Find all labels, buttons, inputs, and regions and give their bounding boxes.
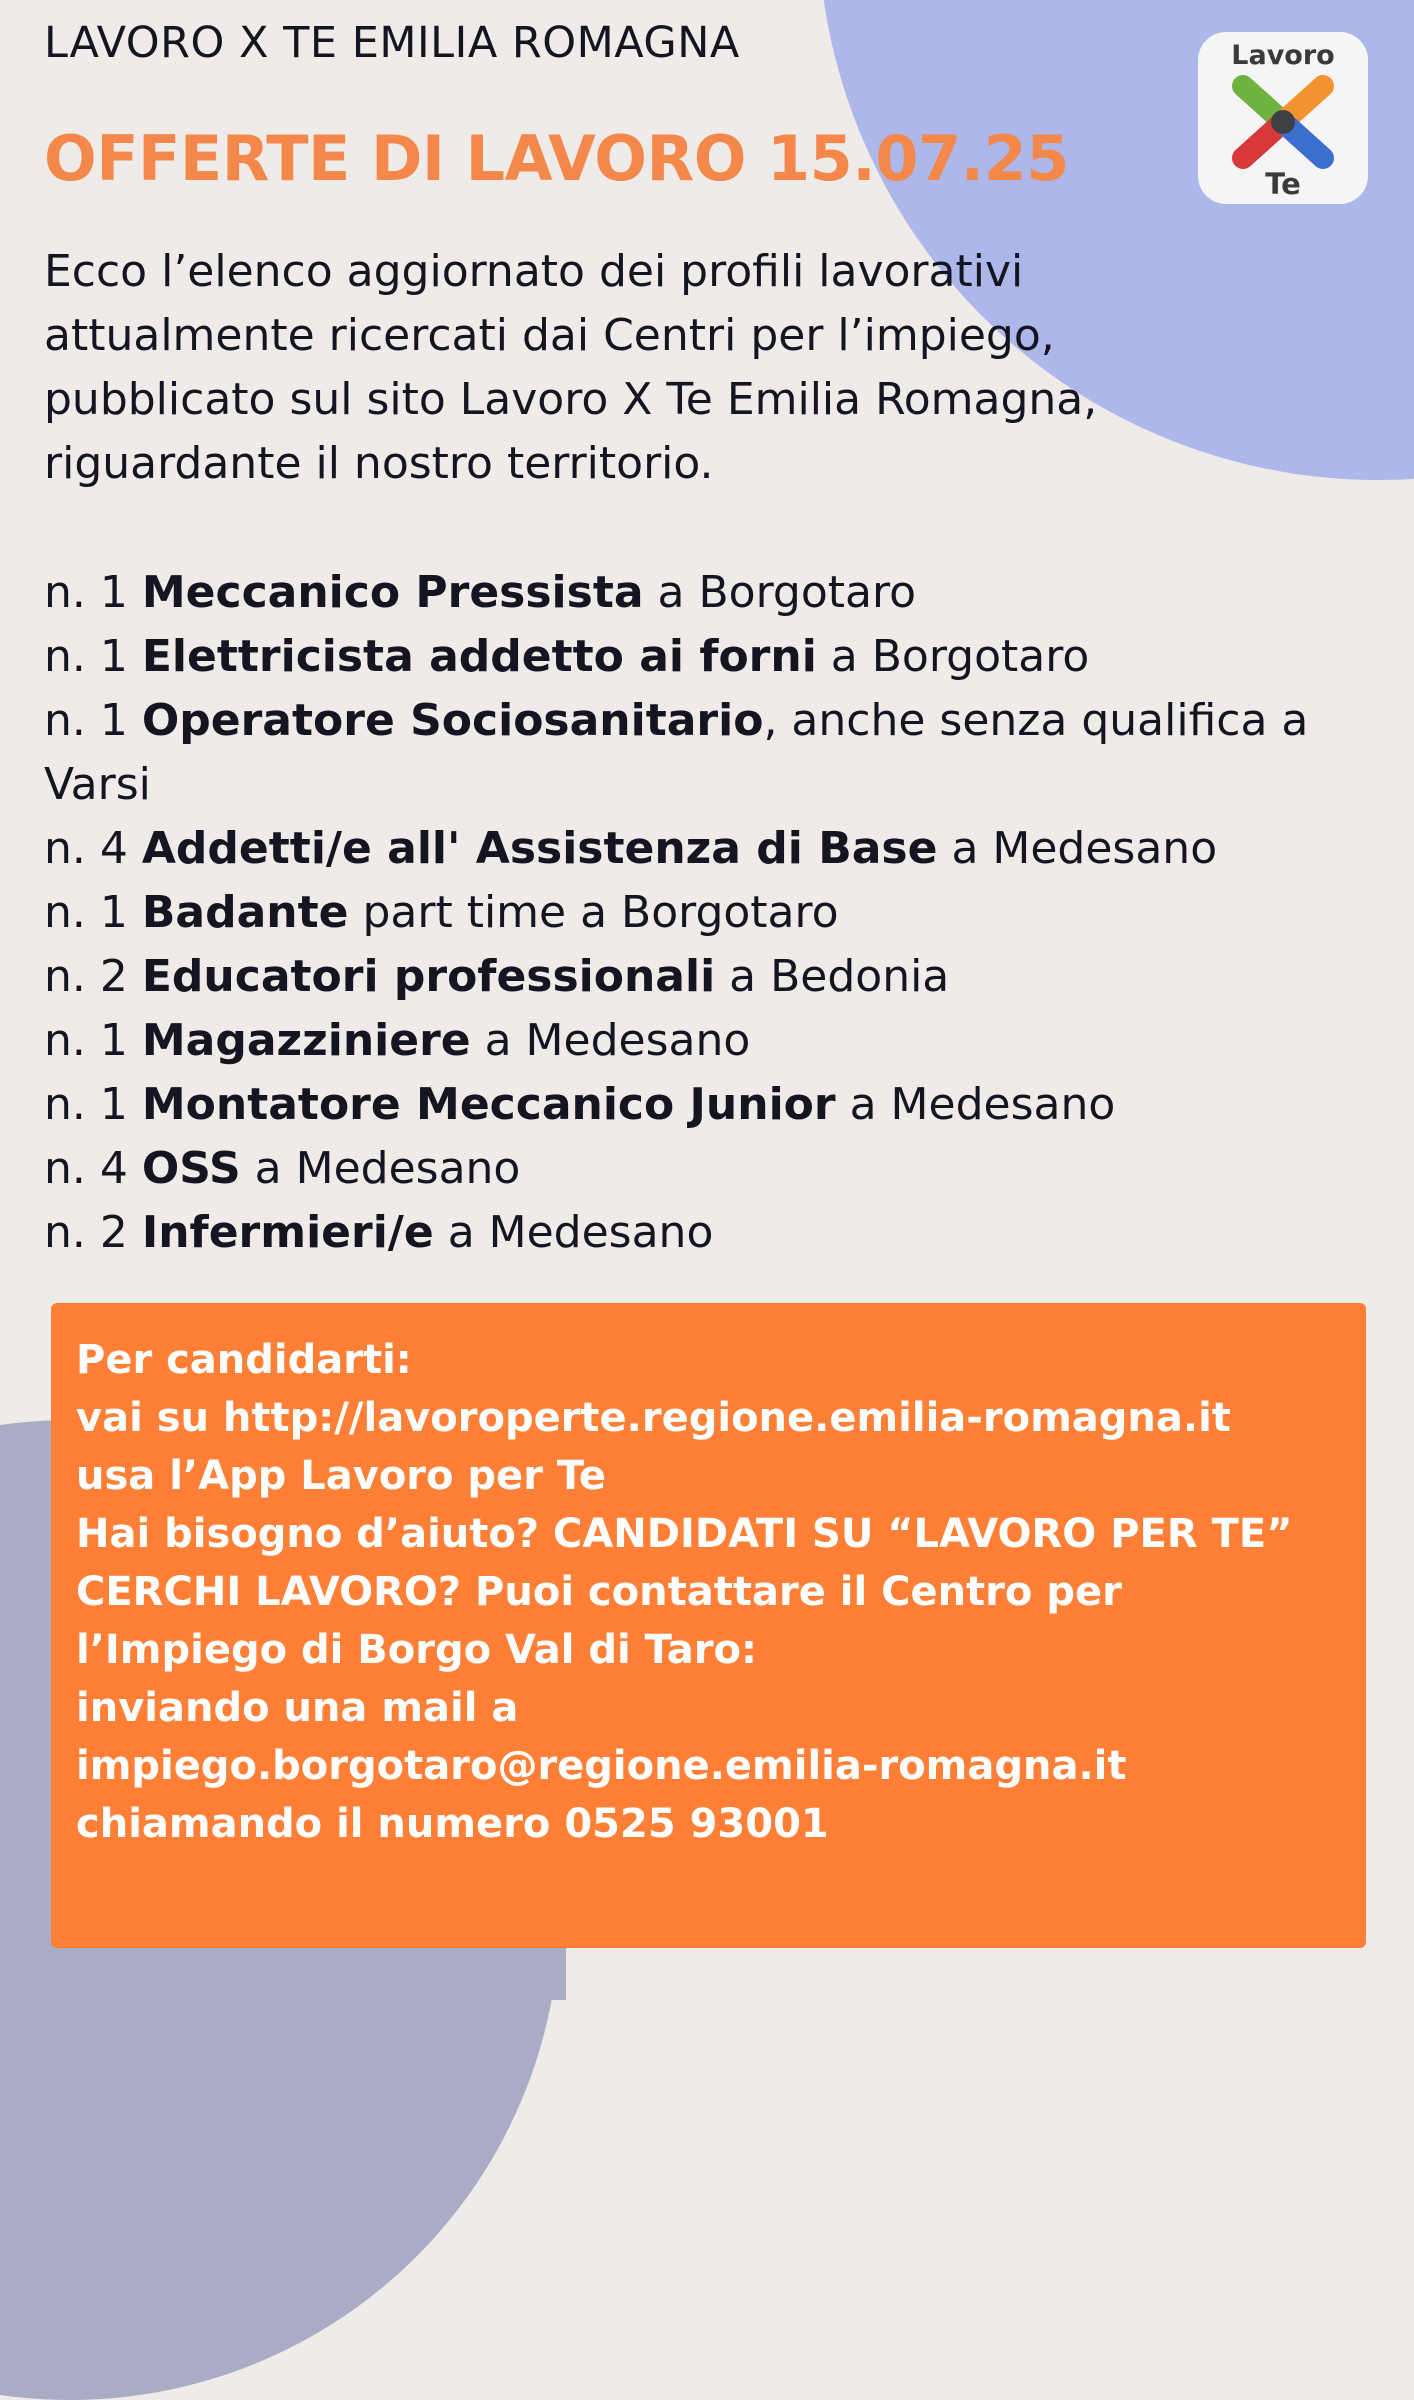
apply-mail-intro: inviando una mail a xyxy=(76,1685,519,1731)
job-item xyxy=(44,625,1344,689)
job-role: Magazziniere xyxy=(141,1015,471,1066)
job-details: a Medesano xyxy=(433,1207,714,1258)
job-count: n. 1 xyxy=(44,695,128,746)
job-item xyxy=(44,817,1344,881)
job-role: Montatore Meccanico Junior xyxy=(141,1079,836,1130)
job-details: , anche senza qualifica a Varsi xyxy=(44,695,1309,810)
job-item xyxy=(44,1073,1344,1137)
page-title: OFFERTE DI LAVORO 15.07.25 xyxy=(44,122,1069,195)
apply-site-line[interactable]: vai su http://lavoroperte.regione.emilia-romagna.it xyxy=(76,1395,1231,1441)
apply-info-text xyxy=(76,1331,1346,1853)
apply-info-box xyxy=(51,1303,1366,1948)
job-details: a Borgotaro xyxy=(816,631,1090,682)
job-item xyxy=(44,1009,1344,1073)
job-list xyxy=(44,561,1344,1265)
job-details: a Medesano xyxy=(240,1143,521,1194)
logo-label-top: Lavoro xyxy=(1231,40,1335,71)
job-item xyxy=(44,689,1344,817)
apply-help-line: Hai bisogno d’aiuto? CANDIDATI SU “LAVORO PER TE” xyxy=(76,1511,1293,1557)
x-icon xyxy=(1227,72,1339,172)
job-details: a Medesano xyxy=(470,1015,751,1066)
job-role: Educatori professionali xyxy=(141,951,716,1002)
job-role: OSS xyxy=(141,1143,241,1194)
logo-label-bottom: Te xyxy=(1265,167,1301,201)
job-item xyxy=(44,1201,1344,1265)
job-item xyxy=(44,945,1344,1009)
job-count: n. 1 xyxy=(44,1079,128,1130)
job-details: a Medesano xyxy=(835,1079,1116,1130)
lavoro-x-te-logo xyxy=(1198,32,1368,204)
job-role: Elettricista addetto ai forni xyxy=(141,631,817,682)
job-role: Operatore Sociosanitario xyxy=(141,695,764,746)
apply-title: Per candidarti: xyxy=(76,1337,412,1383)
job-role: Addetti/e all' Assistenza di Base xyxy=(141,823,938,874)
apply-search-line: CERCHI LAVORO? Puoi contattare il Centro per l’Impiego di Borgo Val di Taro: xyxy=(76,1569,1122,1673)
job-count: n. 1 xyxy=(44,631,128,682)
job-role: Meccanico Pressista xyxy=(141,567,644,618)
intro-paragraph: Ecco l’elenco aggiornato dei profili lavorativi attualmente ricercati dai Centri per l’impiego, pubblicato sul sito Lavoro X Te Emilia Romagna, riguardante il nostro territorio. xyxy=(44,246,1098,489)
job-count: n. 2 xyxy=(44,951,128,1002)
job-details: a Medesano xyxy=(937,823,1218,874)
job-count: n. 4 xyxy=(44,823,128,874)
job-details: a Bedonia xyxy=(715,951,950,1002)
job-count: n. 1 xyxy=(44,567,128,618)
apply-phone-line: chiamando il numero 0525 93001 xyxy=(76,1801,829,1847)
apply-app-line: usa l’App Lavoro per Te xyxy=(76,1453,606,1499)
job-item xyxy=(44,1137,1344,1201)
job-role: Badante xyxy=(141,887,349,938)
job-count: n. 2 xyxy=(44,1207,128,1258)
job-details: part time a Borgotaro xyxy=(348,887,839,938)
job-details: a Borgotaro xyxy=(643,567,917,618)
job-item xyxy=(44,561,1344,625)
job-count: n. 1 xyxy=(44,887,128,938)
site-title: LAVORO X TE EMILIA ROMAGNA xyxy=(44,18,740,68)
apply-email-link[interactable]: impiego.borgotaro@regione.emilia-romagna.it xyxy=(76,1743,1127,1789)
job-count: n. 1 xyxy=(44,1015,128,1066)
job-role: Infermieri/e xyxy=(141,1207,434,1258)
job-count: n. 4 xyxy=(44,1143,128,1194)
job-item xyxy=(44,881,1344,945)
